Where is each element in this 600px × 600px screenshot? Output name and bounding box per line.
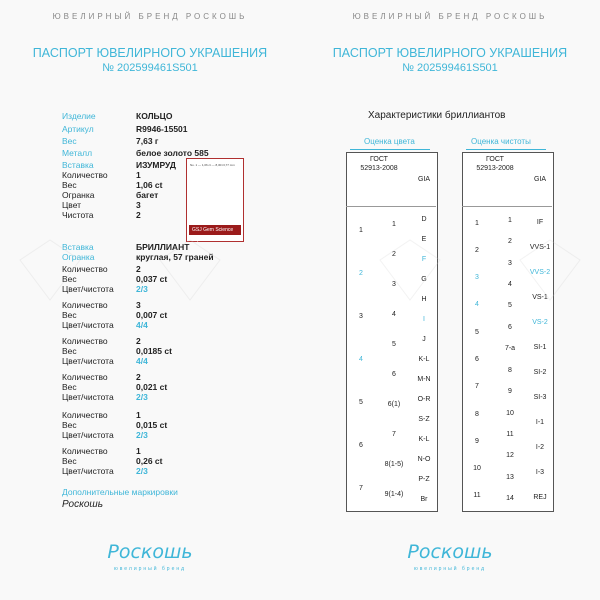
clarity-col2-cell: 2	[508, 238, 512, 246]
clarity-col1-cell: 3	[475, 274, 479, 282]
clarity-gia-cell: VVS-1	[529, 243, 551, 251]
group-weight-value: 0,021 ct	[136, 382, 168, 392]
clarity-gia-cell: VS-1	[532, 293, 548, 301]
group-count-value: 3	[136, 300, 141, 310]
emerald-cut-value: багет	[136, 190, 159, 200]
clarity-gia-cell: IF	[536, 218, 544, 226]
brand-header: ЮВЕЛИРНЫЙ БРЕНД РОСКОШЬ	[52, 12, 248, 21]
group-count-value: 1	[136, 446, 141, 456]
clarity-col2-cell: 9	[508, 388, 512, 396]
clarity-col1-cell: 4	[475, 301, 479, 309]
clarity-gia-header: GIA	[533, 176, 547, 183]
group-cc-value: 4/4	[136, 356, 148, 366]
color-col1-cell: 4	[359, 356, 363, 363]
article-value: R9946-15501	[136, 124, 188, 134]
clarity-col1-cell: 9	[475, 437, 479, 445]
group-count-value: 2	[136, 372, 141, 382]
group-weight-value: 0,007 ct	[136, 310, 168, 320]
weight-label: Вес	[62, 136, 77, 146]
color-gia-cell: K-L	[418, 436, 430, 443]
clarity-gia-cell: I-2	[535, 443, 545, 451]
clarity-gia-cell: VVS-2	[529, 268, 551, 276]
group-cc-label: Цвет/чистота	[62, 356, 114, 366]
group-count-label: Количество	[62, 410, 108, 420]
group-weight-value: 0,037 ct	[136, 274, 168, 284]
emerald-insert-value: ИЗУМРУД	[136, 160, 176, 170]
weight-value: 7,63 г	[136, 136, 159, 146]
clarity-col2-cell: 12	[506, 452, 514, 460]
group-cc-label: Цвет/чистота	[62, 284, 114, 294]
group-weight-label: Вес	[62, 420, 77, 430]
color-col2-cell: 6	[392, 371, 396, 378]
color-header-line	[346, 206, 436, 207]
color-gia-cell: J	[422, 336, 426, 343]
group-cc-label: Цвет/чистота	[62, 320, 114, 330]
clarity-col1-cell: 2	[475, 246, 479, 254]
color-gia-header: GIA	[417, 176, 431, 183]
group-cc-label: Цвет/чистота	[62, 430, 114, 440]
clarity-col2-cell: 11	[506, 431, 514, 438]
group-count-label: Количество	[62, 264, 108, 274]
emerald-clarity: Чистота	[62, 210, 94, 220]
item-label: Изделие	[62, 111, 96, 121]
color-col2-cell: 8(1-5)	[384, 461, 404, 468]
color-col1-cell: 2	[359, 270, 363, 278]
diamond-insert-value: БРИЛЛИАНТ	[136, 242, 190, 252]
color-gia-cell: I	[423, 316, 425, 323]
color-col2-cell: 2	[392, 251, 396, 258]
color-col2-cell: 5	[392, 341, 396, 348]
passport-title: ПАСПОРТ ЮВЕЛИРНОГО УКРАШЕНИЯ	[332, 46, 568, 60]
clarity-col2-cell: 3	[508, 259, 512, 267]
color-gia-cell: E	[421, 236, 427, 243]
color-col1-cell: 7	[359, 484, 363, 492]
group-weight-label: Вес	[62, 382, 77, 392]
color-gia-cell: Br	[420, 496, 428, 503]
color-gost: ГОСТ	[370, 156, 388, 163]
clarity-gia-cell: I-1	[535, 418, 545, 426]
color-gia-cell: K-L	[418, 356, 430, 363]
clarity-grading-title: Оценка чистоты	[471, 137, 531, 146]
color-grading-title: Оценка цвета	[364, 137, 415, 146]
metal-value: белое золото 585	[136, 148, 209, 158]
clarity-col2-cell: 4	[508, 281, 512, 288]
clarity-col1-cell: 8	[475, 410, 479, 418]
brand-logo-sub: ювелирный бренд	[413, 566, 487, 572]
clarity-col2-cell: 14	[506, 495, 514, 503]
clarity-title-underline	[466, 149, 546, 150]
brand-logo-sub: ювелирный бренд	[113, 566, 187, 572]
color-gia-cell: G	[421, 276, 427, 283]
article-label: Артикул	[62, 124, 94, 134]
clarity-gia-cell: SI-1	[533, 343, 547, 351]
clarity-col1-cell: 6	[475, 356, 479, 363]
color-col1-cell: 5	[359, 398, 363, 406]
clarity-col1-cell: 1	[475, 219, 479, 227]
group-count-label: Количество	[62, 336, 108, 346]
clarity-header-line	[462, 206, 552, 207]
emerald-insert-label: Вставка	[62, 160, 94, 170]
group-weight-value: 0,0185 ct	[136, 346, 172, 356]
certificate-lab-name: GSJ Gem Science Japan	[189, 225, 241, 235]
emerald-cut: Огранка	[62, 190, 95, 200]
color-title-underline	[350, 149, 430, 150]
clarity-gost: ГОСТ	[486, 156, 504, 163]
metal-label: Металл	[62, 148, 93, 158]
color-col2-cell: 3	[392, 281, 396, 288]
diamond-insert-label: Вставка	[62, 242, 94, 252]
color-col2-cell: 7	[392, 431, 396, 438]
color-col1-cell: 6	[359, 441, 363, 449]
emerald-count-value: 1	[136, 170, 141, 180]
group-weight-value: 0,26 ct	[136, 456, 163, 466]
passport-number: № 202599461S501	[402, 62, 498, 74]
color-col2-cell: 9(1-4)	[384, 491, 404, 498]
emerald-count: Количество	[62, 170, 108, 180]
brand-header: ЮВЕЛИРНЫЙ БРЕНД РОСКОШЬ	[352, 12, 548, 21]
clarity-gia-cell: SI-3	[533, 393, 547, 401]
color-gia-cell: S-Z	[418, 416, 430, 423]
color-gia-cell: M-N	[417, 376, 431, 383]
clarity-col2-cell: 1	[508, 216, 512, 224]
color-gia-cell: F	[421, 256, 427, 263]
clarity-col1-cell: 5	[475, 328, 479, 336]
group-weight-label: Вес	[62, 274, 77, 284]
diamond-characteristics-title: Характеристики бриллиантов	[368, 110, 506, 121]
diamond-watermark	[10, 230, 590, 320]
brand-logo: Роскошь	[107, 541, 193, 563]
group-cc-value: 2/3	[136, 392, 148, 402]
emerald-color: Цвет	[62, 200, 82, 210]
group-cc-value: 4/4	[136, 320, 148, 330]
group-weight-label: Вес	[62, 346, 77, 356]
clarity-col1-cell: 11	[473, 492, 481, 500]
emerald-color-value: 3	[136, 200, 141, 210]
color-gia-cell: N-O	[417, 456, 431, 463]
clarity-col2-cell: 8	[508, 366, 512, 374]
clarity-col2-cell: 7-a	[504, 345, 516, 353]
color-col2-cell: 1	[392, 221, 396, 228]
group-cc-value: 2/3	[136, 430, 148, 440]
diamond-cut-label: Огранка	[62, 252, 95, 262]
color-col1-cell: 1	[359, 227, 363, 235]
color-gia-cell: H	[421, 296, 427, 303]
group-cc-value: 2/3	[136, 466, 148, 476]
certificate-card: No. 1 — 1,06 ct — 8,30×3,77 mm GSJ Gem Science Japan	[186, 158, 244, 242]
color-gia-cell: O-R	[417, 396, 431, 403]
color-col2-cell: 4	[392, 311, 396, 318]
diamond-cut-value: круглая, 57 граней	[136, 252, 214, 262]
clarity-col2-cell: 13	[506, 473, 514, 481]
clarity-col2-cell: 5	[508, 302, 512, 310]
color-gia-cell: D	[421, 216, 427, 223]
group-weight-value: 0,015 ct	[136, 420, 168, 430]
clarity-gia-cell: SI-2	[533, 368, 547, 376]
color-gost-number: 52913-2008	[360, 165, 398, 172]
brand-logo: Роскошь	[407, 541, 493, 563]
group-count-label: Количество	[62, 446, 108, 456]
extra-mark-logo: Роскошь	[62, 499, 103, 510]
group-cc-label: Цвет/чистота	[62, 466, 114, 476]
item-value: КОЛЬЦО	[136, 111, 173, 121]
group-weight-label: Вес	[62, 310, 77, 320]
group-count-label: Количество	[62, 300, 108, 310]
clarity-col1-cell: 7	[475, 383, 479, 391]
emerald-clarity-value: 2	[136, 210, 141, 220]
group-count-value: 2	[136, 336, 141, 346]
clarity-col1-cell: 10	[473, 465, 481, 473]
emerald-weight: Вес	[62, 180, 77, 190]
group-weight-label: Вес	[62, 456, 77, 466]
passport-title: ПАСПОРТ ЮВЕЛИРНОГО УКРАШЕНИЯ	[32, 46, 268, 60]
group-count-value: 2	[136, 264, 141, 274]
passport-number: № 202599461S501	[102, 62, 198, 74]
clarity-gia-cell: VS-2	[532, 318, 548, 326]
extra-markings-label: Дополнительные маркировки	[62, 487, 178, 497]
clarity-gia-cell: REJ	[533, 493, 547, 501]
group-count-label: Количество	[62, 372, 108, 382]
color-col2-cell: 6(1)	[387, 401, 401, 408]
clarity-col2-cell: 10	[506, 409, 514, 417]
color-col1-cell: 3	[359, 313, 363, 321]
clarity-gost-number: 52913-2008	[476, 165, 514, 172]
color-gia-cell: P-Z	[418, 476, 430, 483]
group-cc-value: 2/3	[136, 284, 148, 294]
group-count-value: 1	[136, 410, 141, 420]
group-cc-label: Цвет/чистота	[62, 392, 114, 402]
emerald-weight-value: 1,06 ct	[136, 180, 163, 190]
clarity-gia-cell: I-3	[535, 468, 545, 476]
clarity-col2-cell: 6	[508, 323, 512, 331]
